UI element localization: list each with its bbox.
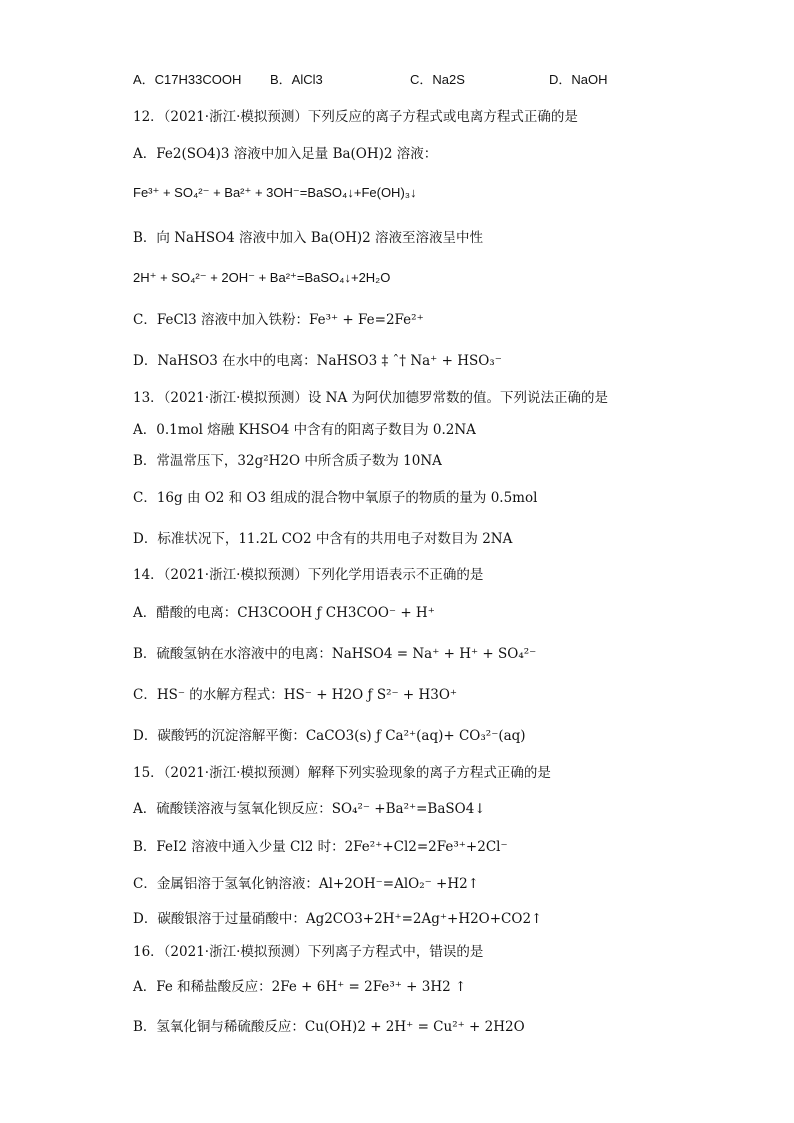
q11-option-a: A．C17H33COOH bbox=[133, 72, 242, 87]
q15-option-b: B．FeI2 溶液中通入少量 Cl2 时：2Fe²⁺+Cl2=2Fe³⁺+2Cl⁻ bbox=[133, 839, 508, 855]
q12-option-c: C．FeCl3 溶液中加入铁粉：Fe³⁺ + Fe=2Fe²⁺ bbox=[133, 312, 424, 328]
q14-option-b: B．硫酸氢钠在水溶液中的电离：NaHSO4 = Na⁺ + H⁺ + SO₄²⁻ bbox=[133, 646, 537, 662]
q16-option-b: B．氢氧化铜与稀硫酸反应：Cu(OH)2 + 2H⁺ = Cu²⁺ + 2H2O bbox=[133, 1019, 525, 1035]
q12-stem: 12．（2021·浙江·模拟预测）下列反应的离子方程式或电离方程式正确的是 bbox=[133, 109, 578, 125]
q12-option-b: B．向 NaHSO4 溶液中加入 Ba(OH)2 溶液至溶液呈中性 bbox=[133, 230, 484, 246]
q13-stem: 13．（2021·浙江·模拟预测）设 NA 为阿伏加德罗常数的值。下列说法正确的是 bbox=[133, 390, 609, 406]
q13-option-a: A．0.1mol 熔融 KHSO4 中含有的阳离子数目为 0.2NA bbox=[133, 422, 476, 438]
q14-option-d: D．碳酸钙的沉淀溶解平衡：CaCO3(s) ƒ Ca²⁺(aq)+ CO₃²⁻(aq) bbox=[133, 728, 526, 744]
q11-option-d: D．NaOH bbox=[549, 72, 608, 87]
q14-option-a: A．醋酸的电离：CH3COOH ƒ CH3COO⁻ + H⁺ bbox=[133, 605, 435, 621]
q12-option-d: D．NaHSO3 在水中的电离：NaHSO3 ‡ ˆ† Na⁺ + HSO₃⁻ bbox=[133, 353, 502, 369]
q15-option-c: C．金属铝溶于氢氧化钠溶液：Al+2OH⁻=AlO₂⁻ +H2↑ bbox=[133, 876, 480, 892]
q14-stem: 14．（2021·浙江·模拟预测）下列化学用语表示不正确的是 bbox=[133, 567, 484, 583]
q12-option-b-equation: 2H⁺ + SO₄²⁻ + 2OH⁻ + Ba²⁺=BaSO₄↓+2H₂O bbox=[133, 270, 391, 285]
q15-option-d: D．碳酸银溶于过量硝酸中：Ag2CO3+2H⁺=2Ag⁺+H2O+CO2↑ bbox=[133, 911, 543, 927]
q12-option-a-equation: Fe³⁺ + SO₄²⁻ + Ba²⁺ + 3OH⁻=BaSO₄↓+Fe(OH)₃↓ bbox=[133, 185, 417, 200]
q14-option-c: C．HS⁻ 的水解方程式：HS⁻ + H2O ƒ S²⁻ + H3O⁺ bbox=[133, 687, 458, 703]
q16-stem: 16．（2021·浙江·模拟预测）下列离子方程式中，错误的是 bbox=[133, 944, 484, 960]
q13-option-c: C．16g 由 O2 和 O3 组成的混合物中氧原子的物质的量为 0.5mol bbox=[133, 490, 538, 506]
q13-option-d: D．标准状况下，11.2L CO2 中含有的共用电子对数目为 2NA bbox=[133, 531, 513, 547]
q11-options bbox=[133, 71, 693, 89]
q11-option-c: C．Na2S bbox=[410, 72, 465, 87]
q15-stem: 15．（2021·浙江·模拟预测）解释下列实验现象的离子方程式正确的是 bbox=[133, 765, 551, 781]
q13-option-b: B．常温常压下，32g²H2O 中所含质子数为 10NA bbox=[133, 453, 442, 469]
q11-option-b: B．AlCl3 bbox=[270, 72, 323, 87]
q15-option-a: A．硫酸镁溶液与氢氧化钡反应：SO₄²⁻ +Ba²⁺=BaSO4↓ bbox=[133, 801, 486, 817]
q12-option-a: A．Fe2(SO4)3 溶液中加入足量 Ba(OH)2 溶液： bbox=[133, 146, 438, 162]
q16-option-a: A．Fe 和稀盐酸反应：2Fe + 6H⁺ = 2Fe³⁺ + 3H2 ↑ bbox=[133, 979, 467, 995]
